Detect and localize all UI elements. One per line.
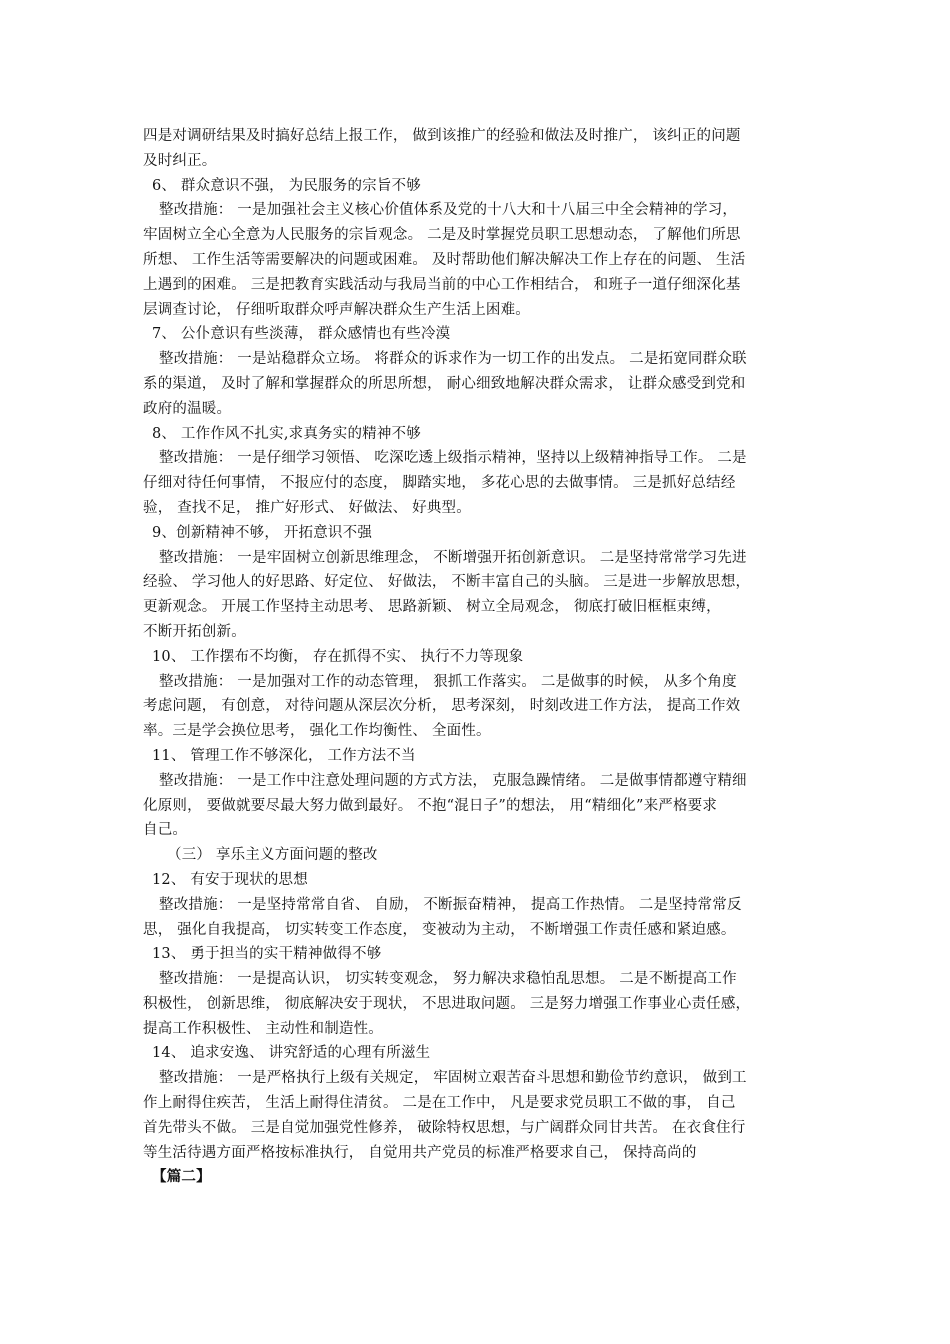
paragraph-line: 经验、 学习他人的好思路、好定位、 好做法， 不断丰富自己的头脑。 三是进一步解放思想，: [143, 574, 751, 591]
paragraph-line: 考虑问题， 有创意， 对待问题从深层次分析， 思考深刻， 时刻改进工作方法， 提高工作效: [143, 698, 741, 715]
paragraph-line: 作上耐得住疾苦， 生活上耐得住清贫。 二是在工作中， 凡是要求党员职工不做的事， 自己: [143, 1095, 736, 1112]
issue-heading: 6、 群众意识不强， 为民服务的宗旨不够: [152, 177, 421, 194]
paragraph-line: 验， 查找不足， 推广好形式、 好做法、 好典型。: [143, 499, 471, 516]
measure-line: 整改措施： 一是加强社会主义核心价值体系及党的十八大和十八届三中全会精神的学习，: [159, 202, 738, 219]
paragraph-line: 不断开拓创新。: [143, 623, 246, 640]
issue-heading: 7、 公仆意识有些淡薄， 群众感情也有些冷漠: [152, 326, 451, 343]
section-title: 【篇二】: [152, 1168, 211, 1186]
paragraph-line: 牢固树立全心全意为人民服务的宗旨观念。 二是及时掌握党员职工思想动态， 了解他们所思: [143, 227, 741, 244]
paragraph-line: 政府的温暖。: [143, 400, 232, 417]
issue-heading: 8、 工作作风不扎实,求真务实的精神不够: [152, 425, 421, 442]
paragraph-line: 所想、 工作生活等需要解决的问题或困难。 及时帮助他们解决解决工作上存在的问题、 生活: [143, 251, 746, 268]
paragraph-line: 层调查讨论， 仔细听取群众呼声解决群众生产生活上困难。: [143, 301, 531, 318]
paragraph-line: 四是对调研结果及时搞好总结上报工作， 做到该推广的经验和做法及时推广， 该纠正的问题: [143, 128, 741, 144]
measure-line: 整改措施： 一是严格执行上级有关规定， 牢固树立艰苦奋斗思想和勤俭节约意识， 做到工: [159, 1070, 747, 1087]
measure-line: 整改措施： 一是提高认识， 切实转变观念， 努力解决求稳怕乱思想。 二是不断提高工作: [159, 971, 737, 988]
paragraph-line: 及时纠正。: [143, 152, 217, 169]
paragraph-line: 思， 强化自我提高， 切实转变工作态度， 变被动为主动， 不断增强工作责任感和紧迫感。: [143, 921, 736, 938]
paragraph-line: 率。三是学会换位思考， 强化工作均衡性、 全面性。: [143, 723, 491, 740]
paragraph-line: 上遇到的困难。 三是把教育实践活动与我局当前的中心工作相结合， 和班子一道仔细深化基: [143, 276, 741, 293]
paragraph-line: 提高工作积极性、 主动性和制造性。: [143, 1020, 384, 1037]
document-page: [143, 124, 811, 1190]
measure-line: 整改措施： 一是牢固树立创新思维理念， 不断增强开拓创新意识。 二是坚持常常学习先进: [159, 549, 747, 566]
measure-line: 整改措施： 一是站稳群众立场。 将群众的诉求作为一切工作的出发点。 二是拓宽同群众联: [159, 351, 747, 368]
paragraph-line: 化原则， 要做就要尽最大努力做到最好。 不抱“混日子”的想法， 用“精细化”来严格要求: [143, 797, 718, 814]
paragraph-line: 更新观念。 开展工作坚持主动思考、 思路新颖、 树立全局观念， 彻底打破旧框框束缚，: [143, 599, 721, 616]
issue-heading: 13、 勇于担当的实干精神做得不够: [152, 946, 382, 963]
issue-heading: 12、 有安于现状的思想: [152, 871, 308, 888]
issue-heading: 11、 管理工作不够深化， 工作方法不当: [152, 747, 416, 764]
issue-heading: 10、 工作摆布不均衡， 存在抓得不实、 执行不力等现象: [152, 648, 524, 665]
measure-line: 整改措施： 一是坚持常常自省、 自励， 不断振奋精神， 提高工作热情。 二是坚持常常反: [159, 896, 742, 913]
paragraph-line: 自己。: [143, 822, 188, 839]
paragraph-line: 系的渠道， 及时了解和掌握群众的所思所想， 耐心细致地解决群众需求， 让群众感受到党和: [143, 375, 746, 392]
measure-line: 整改措施： 一是工作中注意处理问题的方式方法， 克服急躁情绪。 二是做事情都遵守精细: [159, 772, 747, 789]
paragraph-line: 积极性， 创新思维， 彻底解决安于现状， 不思进取问题。 三是努力增强工作事业心责任感，: [143, 995, 751, 1012]
paragraph-line: 首先带头不做。 三是自觉加强党性修养， 破除特权思想，与广阔群众同甘共苦。 在衣食住行: [143, 1119, 746, 1136]
paragraph-line: 等生活待遇方面严格按标准执行， 自觉用共产党员的标准严格要求自己， 保持高尚的: [143, 1144, 697, 1161]
issue-heading: 9、创新精神不够， 开拓意识不强: [152, 524, 373, 541]
paragraph-line: 仔细对待任何事情， 不报应付的态度， 脚踏实地， 多花心思的去做事情。 三是抓好总结经: [143, 475, 736, 492]
measure-line: 整改措施： 一是仔细学习领悟、 吃深吃透上级指示精神，坚持以上级精神指导工作。 二是: [159, 450, 747, 467]
measure-line: 整改措施： 一是加强对工作的动态管理， 狠抓工作落实。 二是做事的时候， 从多个角度: [159, 673, 737, 690]
issue-heading: 14、 追求安逸、 讲究舒适的心理有所滋生: [152, 1045, 431, 1062]
section-subheading: （三） 享乐主义方面问题的整改: [167, 847, 378, 864]
